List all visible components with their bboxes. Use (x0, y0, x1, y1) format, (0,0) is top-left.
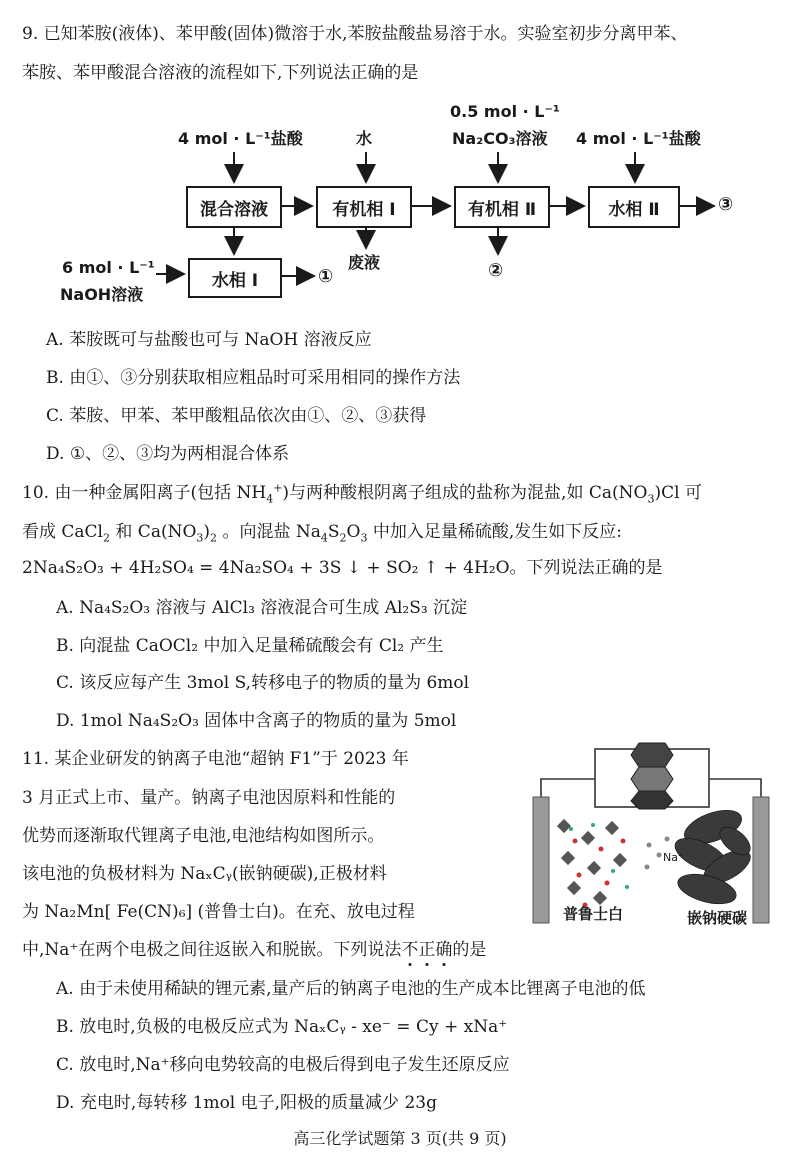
q9-option-d: D. ①、②、③均为两相混合体系 (46, 444, 290, 464)
emphasis-not-correct: 不 正 确 (401, 940, 452, 960)
battery-structure (523, 737, 783, 927)
emphasis-dot (408, 963, 411, 966)
q11-option-a: A. 由于未使用稀缺的锂元素,量产后的钠离子电池的生产成本比锂离子电池的低 (56, 979, 646, 999)
q11-stem-line6: 中,Na⁺在两个电极之间往返嵌入和脱嵌。下列说法不 正 确 的是 (22, 938, 486, 962)
q9-option-c: C. 苯胺、甲苯、苯甲酸粗品依次由①、②、③获得 (46, 406, 427, 426)
q9-stem-line2: 苯胺、苯甲酸混合溶液的流程如下,下列说法正确的是 (22, 63, 419, 83)
input-hcl-2: 4 mol · L⁻¹盐酸 (576, 129, 701, 148)
q10-stem-line1: 10. 由一种金属阳离子(包括 $NH_4^+$)与两种酸根阴离子组成的盐称为混盐,如 $Ca(NO_3)Cl$ 可 (22, 481, 702, 506)
q11-stem-line5: 为 Na₂Mn[ Fe(CN)₆] (普鲁士白)。在充、放电过程 (22, 902, 415, 922)
input-na2co3: Na₂CO₃溶液 (452, 129, 548, 148)
q9-stem-line1: 9. 已知苯胺(液体)、苯甲酸(固体)微溶于水,苯胺盐酸盐易溶于水。实验室初步分离甲苯、 (22, 24, 688, 44)
q9-flow-diagram (58, 96, 744, 308)
sodium-ion-label: Na⁺ (663, 851, 684, 864)
q10-option-a: A. Na₄S₂O₃ 溶液与 AlCl₃ 溶液混合可生成 Al₂S₃ 沉淀 (56, 598, 468, 618)
q11-stem-line1: 11. 某企业研发的钠离子电池“超钠 F1”于 2023 年 (22, 749, 409, 769)
output-3: ③ (718, 194, 734, 215)
q11-option-c: C. 放电时,Na⁺移向电势较高的电极后得到电子发生还原反应 (56, 1055, 510, 1075)
output-2: ② (488, 260, 504, 281)
box-aqueous-phase-1: 水相 I (188, 258, 282, 298)
q11-option-b: B. 放电时,负极的电极反应式为 NaₓCᵧ - xe⁻ = Cy + xNa⁺ (56, 1017, 508, 1037)
q11-stem-line2: 3 月正式上市、量产。钠离子电池因原料和性能的 (22, 788, 396, 808)
q10-equation: 2Na₄S₂O₃ + 4H₂SO₄ = 4Na₂SO₄ + 3S ↓ + SO₂ ↑ + 4H₂O。下列说法正确的是 (22, 558, 663, 578)
page-footer: 高三化学试题第 3 页(共 9 页) (293, 1129, 507, 1148)
input-na2co3-conc: 0.5 mol · L⁻¹ (450, 102, 560, 121)
waste-liquid: 废液 (348, 253, 381, 272)
input-water: 水 (356, 129, 373, 148)
q11-option-d: D. 充电时,每转移 1mol 电子,阳极的质量减少 23g (56, 1093, 437, 1113)
q11-stem-line3: 优势而逐渐取代锂离子电池,电池结构如图所示。 (22, 826, 385, 846)
input-naoh-conc: 6 mol · L⁻¹ (62, 258, 155, 277)
q10-stem-line2: 看成 CaCl$_2$ 和 $Ca(NO_3)_2$ 。向混盐 $Na_4S_2O_3$ 中加入足量稀硫酸,发生如下反应: (22, 522, 623, 545)
q10-option-b: B. 向混盐 CaOCl₂ 中加入足量稀硫酸会有 Cl₂ 产生 (56, 636, 444, 656)
caption-hard-carbon: 嵌钠硬碳 (687, 909, 748, 927)
q10-option-c: C. 该反应每产生 3mol S,转移电子的物质的量为 6mol (56, 673, 470, 693)
q10-option-d: D. 1mol Na₄S₂O₃ 固体中含离子的物质的量为 5mol (56, 711, 457, 731)
box-organic-phase-2: 有机相 Ⅱ (454, 186, 550, 228)
box-organic-phase-1: 有机相 I (316, 186, 412, 228)
input-naoh: NaOH溶液 (60, 285, 144, 304)
q11-stem-line4: 该电池的负极材料为 NaₓCᵧ(嵌钠硬碳),正极材料 (22, 864, 387, 884)
caption-prussian-white: 普鲁士白 (563, 905, 624, 923)
emphasis-dot (442, 963, 445, 966)
input-hcl-1: 4 mol · L⁻¹盐酸 (178, 129, 303, 148)
emphasis-dot (425, 963, 428, 966)
output-1: ① (318, 266, 334, 287)
box-aqueous-phase-2: 水相 Ⅱ (588, 186, 680, 228)
box-mixed-solution: 混合溶液 (186, 186, 282, 228)
q9-option-b: B. 由①、③分别获取相应粗品时可采用相同的操作方法 (46, 368, 461, 388)
q9-option-a: A. 苯胺既可与盐酸也可与 NaOH 溶液反应 (46, 330, 372, 350)
battery-diagram (523, 737, 783, 927)
